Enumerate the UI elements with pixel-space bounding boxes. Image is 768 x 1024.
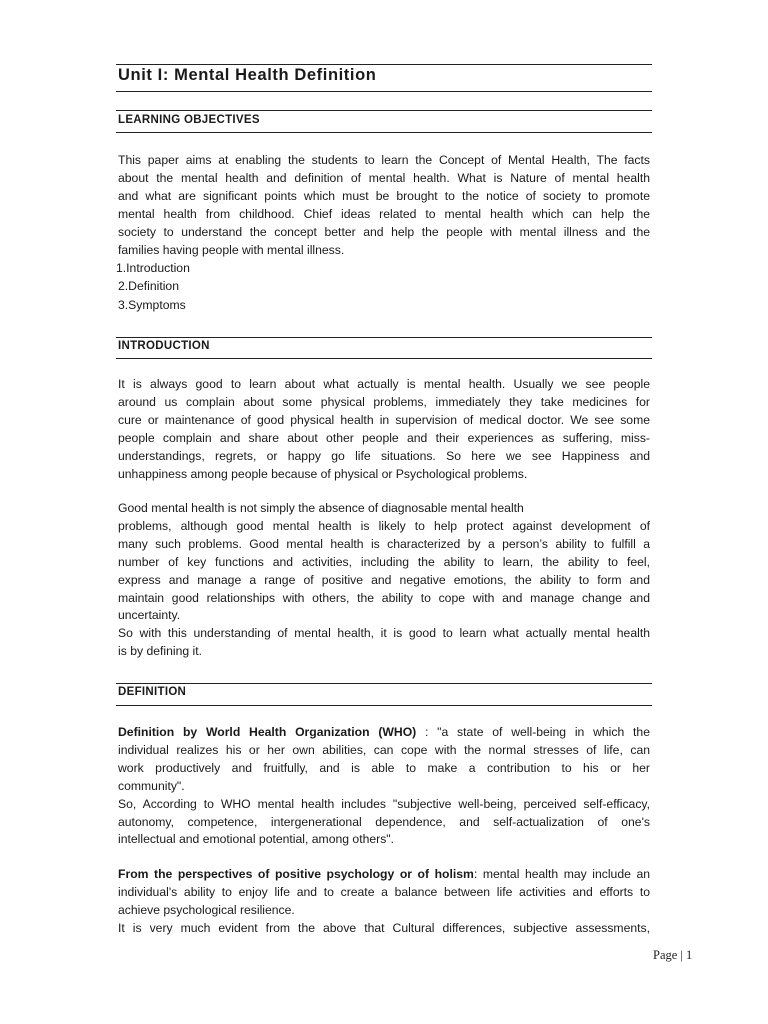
paragraph-line: about the mental health and definition of mental health. What is Nature of mental health bbox=[118, 170, 650, 185]
paragraph-line: and what are significant points which must be brought to the notice of society to promote bbox=[118, 188, 650, 203]
learning-objectives-bottom-rule bbox=[116, 132, 652, 133]
learning-objectives-heading: LEARNING OBJECTIVES bbox=[118, 114, 260, 126]
paragraph-line: families having people with mental illness. bbox=[118, 242, 345, 257]
paragraph-line: It is very much evident from the above that Cultural differences, subjective assessments, bbox=[118, 920, 650, 935]
paragraph-line: Good mental health is not simply the absence of diagnosable mental health bbox=[118, 501, 524, 515]
paragraph-line: many such problems. Good mental health is characterized by a person’s ability to fulfill a bbox=[118, 536, 650, 551]
holism-paragraph bbox=[118, 866, 650, 938]
definition-heading: DEFINITION bbox=[118, 686, 187, 698]
paragraph-line: maintain good relationships with others, the ability to cope with and manage change and bbox=[118, 590, 650, 605]
holism-label: From the perspectives of positive psychology or of holism bbox=[118, 867, 474, 881]
paragraph-line: around us complain about some physical problems, immediately they take medicines for bbox=[118, 394, 650, 409]
who-definition-paragraph bbox=[118, 724, 650, 849]
paragraph-line: problems, although good mental health is likely to help protect against development of bbox=[118, 518, 650, 533]
paragraph-line: society to understand the concept better and help the people with mental illness and the bbox=[118, 224, 650, 239]
definition-top-rule bbox=[116, 683, 652, 684]
paragraph-line: number of key functions and activities, including the ability to learn, the ability to feel, bbox=[118, 554, 650, 569]
paragraph-line: mental health from childhood. Chief ideas related to mental health which can help the bbox=[118, 206, 650, 221]
paragraph-line: understandings, regrets, or happy go life situations. So here we see Happiness and bbox=[118, 448, 650, 463]
paragraph-line: This paper aims at enabling the students to learn the Concept of Mental Health, The facts bbox=[118, 153, 650, 167]
paragraph-line: achieve psychological resilience. bbox=[118, 902, 295, 917]
paragraph-line: is by defining it. bbox=[118, 644, 203, 659]
title-bottom-rule bbox=[116, 91, 652, 92]
paragraph-line bbox=[118, 724, 650, 742]
paragraph-line: autonomy, competence, intergenerational dependence, and self-actualization of one's bbox=[118, 814, 650, 829]
paragraph-line: express and manage a range of positive and negative emotions, the ability to form and bbox=[118, 572, 650, 587]
paragraph-line: uncertainty. bbox=[118, 608, 181, 623]
paragraph-line: people complain and share about other people and their experiences as suffering, miss- bbox=[118, 430, 650, 445]
paragraph-line: So, According to WHO mental health includes "subjective well-being, perceived self-efficacy, bbox=[118, 796, 650, 811]
objectives-list bbox=[116, 259, 190, 314]
introduction-bottom-rule bbox=[116, 358, 652, 359]
list-item: 3.Symptoms bbox=[118, 297, 186, 312]
paragraph-line: cure or maintenance of good physical health in supervision of medical doctor. We see some bbox=[118, 412, 650, 427]
paragraph-line: unhappiness among people because of physical or Psychological problems. bbox=[118, 466, 528, 481]
list-item: 1.Introduction bbox=[116, 261, 190, 275]
title-top-rule bbox=[116, 64, 652, 65]
introduction-paragraph-2 bbox=[118, 500, 650, 661]
introduction-paragraph-1 bbox=[118, 376, 650, 483]
list-item: 2.Definition bbox=[118, 279, 179, 294]
introduction-heading: INTRODUCTION bbox=[118, 340, 210, 352]
definition-bottom-rule bbox=[116, 705, 652, 706]
who-definition-label: Definition by World Health Organization (WHO) bbox=[118, 725, 417, 739]
paragraph-line: So with this understanding of mental health, it is good to learn what actually mental health bbox=[118, 626, 650, 641]
page-title: Unit I: Mental Health Definition bbox=[118, 66, 377, 84]
paragraph-line: community". bbox=[118, 778, 185, 793]
who-definition-text: : "a state of well-being in which the bbox=[416, 725, 650, 739]
paragraph-line bbox=[118, 866, 650, 884]
holism-text: : mental health may include an bbox=[473, 867, 650, 881]
paragraph-line: individual's ability to enjoy life and to create a balance between life activities and efforts to bbox=[118, 884, 650, 899]
paragraph-line: individual realizes his or her own abilities, can cope with the normal stresses of life, can bbox=[118, 742, 650, 757]
paragraph-line: It is always good to learn about what actually is mental health. Usually we see people bbox=[118, 377, 650, 391]
paragraph-line: intellectual and emotional potential, among others". bbox=[118, 832, 395, 847]
learning-objectives-paragraph bbox=[118, 152, 650, 259]
page-number: Page | 1 bbox=[653, 948, 693, 962]
paragraph-line: work productively and fruitfully, and is able to make a contribution to his or her bbox=[118, 760, 650, 775]
learning-objectives-top-rule bbox=[116, 110, 652, 111]
introduction-top-rule bbox=[116, 337, 652, 338]
